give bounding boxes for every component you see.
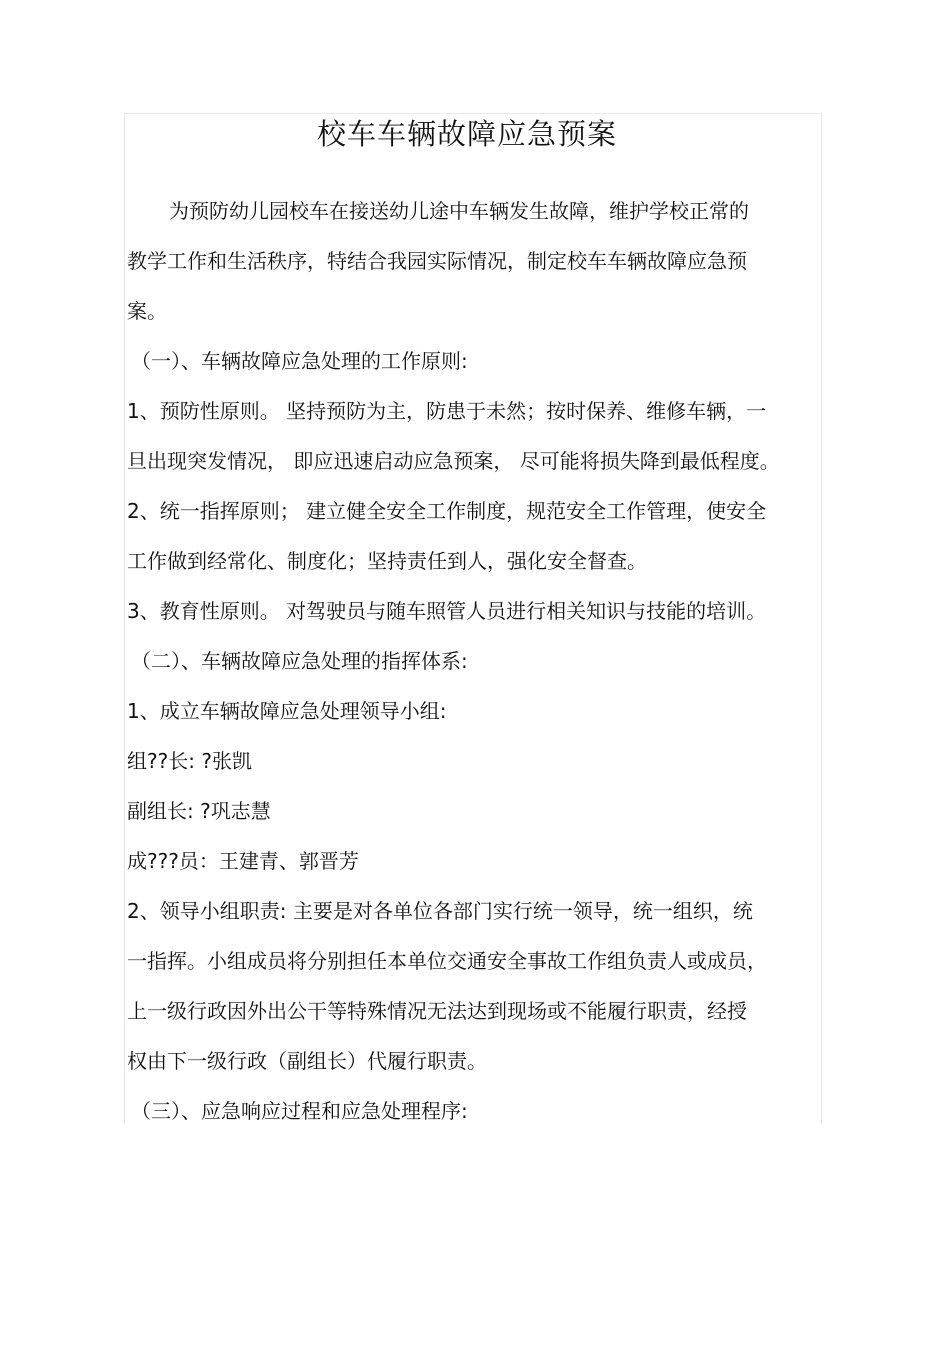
paragraph-line: 案。 [127,299,167,323]
paragraph-line: 工作做到经常化、制度化；坚持责任到人，强化安全督查。 [127,549,647,573]
paragraph-line: 成???员：王建青、郭晋芳 [127,849,359,873]
paragraph-line: 组??长: ?张凯 [127,749,252,773]
paragraph-line: 2、统一指挥原则； 建立健全安全工作制度，规范安全工作管理，使安全 [127,499,767,523]
paragraph-line: 权由下一级行政（副组长）代履行职责。 [127,1049,487,1073]
section-heading: （一）、车辆故障应急处理的工作原则: [131,349,468,373]
paragraph-line: 2、领导小组职责: 主要是对各单位各部门实行统一领导，统一组织，统 [127,899,753,923]
paragraph-line: 旦出现突发情况， 即应迅速启动应急预案， 尽可能将损失降到最低程度。 [127,449,780,473]
paragraph-line: 教学工作和生活秩序，特结合我园实际情况，制定校车车辆故障应急预 [127,249,747,273]
document-body [127,110,807,1136]
paragraph-line: 上一级行政因外出公干等特殊情况无法达到现场或不能履行职责，经授 [127,999,747,1023]
paragraph-line: 为预防幼儿园校车在接送幼儿途中车辆发生故障，维护学校正常的 [169,199,749,223]
section-heading: （二）、车辆故障应急处理的指挥体系: [131,649,468,673]
paragraph-line: 3、教育性原则。 对驾驶员与随车照管人员进行相关知识与技能的培训。 [127,599,767,623]
document-title: 校车车辆故障应急预案 [316,117,617,151]
paragraph-line: 副组长: ?巩志慧 [127,799,271,823]
paragraph-line: 一指挥。小组成员将分别担任本单位交通安全事故工作组负责人或成员， [127,949,767,973]
paragraph-line: 1、预防性原则。 坚持预防为主，防患于未然；按时保养、维修车辆，一 [127,399,767,423]
paragraph-line: 1、成立车辆故障应急处理领导小组: [127,699,447,723]
section-heading: （三）、应急响应过程和应急处理程序: [131,1099,468,1123]
